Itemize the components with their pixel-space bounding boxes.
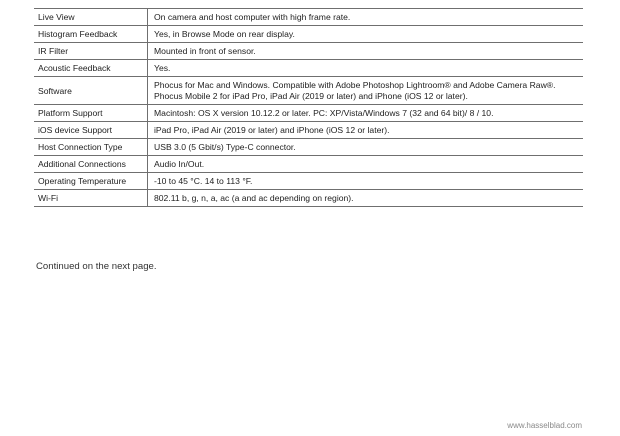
spec-row xyxy=(34,173,583,190)
spec-value-line: iPad Pro, iPad Air (2019 or later) and iPhone (iOS 12 or later). xyxy=(154,125,390,135)
spec-value-line: Yes. xyxy=(154,63,171,73)
spec-label: Operating Temperature xyxy=(34,173,148,190)
spec-row xyxy=(34,60,583,77)
spec-value-line: On camera and host computer with high frame rate. xyxy=(154,12,351,22)
spec-value-line: Phocus Mobile 2 for iPad Pro, iPad Air (2019 or later) and iPhone (iOS 12 or later). xyxy=(154,91,468,101)
spec-value xyxy=(148,26,584,43)
specifications-table xyxy=(34,8,583,207)
spec-label: Additional Connections xyxy=(34,156,148,173)
spec-value-line: Audio In/Out. xyxy=(154,159,205,169)
spec-value-line: 802.11 b, g, n, a, ac (a and ac depending on region). xyxy=(154,193,354,203)
spec-value xyxy=(148,9,584,26)
spec-value xyxy=(148,190,584,207)
spec-row xyxy=(34,9,583,26)
spec-label: iOS device Support xyxy=(34,122,148,139)
specifications-table-body xyxy=(34,9,583,207)
footer-website-url: www.hasselblad.com xyxy=(507,421,582,430)
spec-value-line: -10 to 45 °C. 14 to 113 °F. xyxy=(154,176,253,186)
spec-row xyxy=(34,77,583,105)
spec-value xyxy=(148,156,584,173)
spec-row xyxy=(34,26,583,43)
spec-value xyxy=(148,139,584,156)
spec-label: Software xyxy=(34,77,148,105)
spec-row xyxy=(34,190,583,207)
spec-value-line: Yes, in Browse Mode on rear display. xyxy=(154,29,295,39)
spec-row xyxy=(34,122,583,139)
spec-row xyxy=(34,105,583,122)
spec-label: IR Filter xyxy=(34,43,148,60)
spec-value-line: USB 3.0 (5 Gbit/s) Type-C connector. xyxy=(154,142,296,152)
spec-label: Platform Support xyxy=(34,105,148,122)
spec-value xyxy=(148,60,584,77)
spec-value-line: Mounted in front of sensor. xyxy=(154,46,256,56)
spec-row xyxy=(34,43,583,60)
spec-value-line: Macintosh: OS X version 10.12.2 or later. PC: XP/Vista/Windows 7 (32 and 64 bit)/ 8 / 10. xyxy=(154,108,494,118)
spec-label: Wi-Fi xyxy=(34,190,148,207)
spec-label: Histogram Feedback xyxy=(34,26,148,43)
spec-value xyxy=(148,173,584,190)
spec-label: Host Connection Type xyxy=(34,139,148,156)
spec-row xyxy=(34,139,583,156)
continued-note: Continued on the next page. xyxy=(36,261,157,272)
spec-value-line: Phocus for Mac and Windows. Compatible with Adobe Photoshop Lightroom® and Adobe Camera Raw®. xyxy=(154,80,556,90)
spec-label: Live View xyxy=(34,9,148,26)
spec-row xyxy=(34,156,583,173)
spec-value xyxy=(148,122,584,139)
spec-value xyxy=(148,105,584,122)
spec-value xyxy=(148,77,584,105)
spec-label: Acoustic Feedback xyxy=(34,60,148,77)
spec-value xyxy=(148,43,584,60)
